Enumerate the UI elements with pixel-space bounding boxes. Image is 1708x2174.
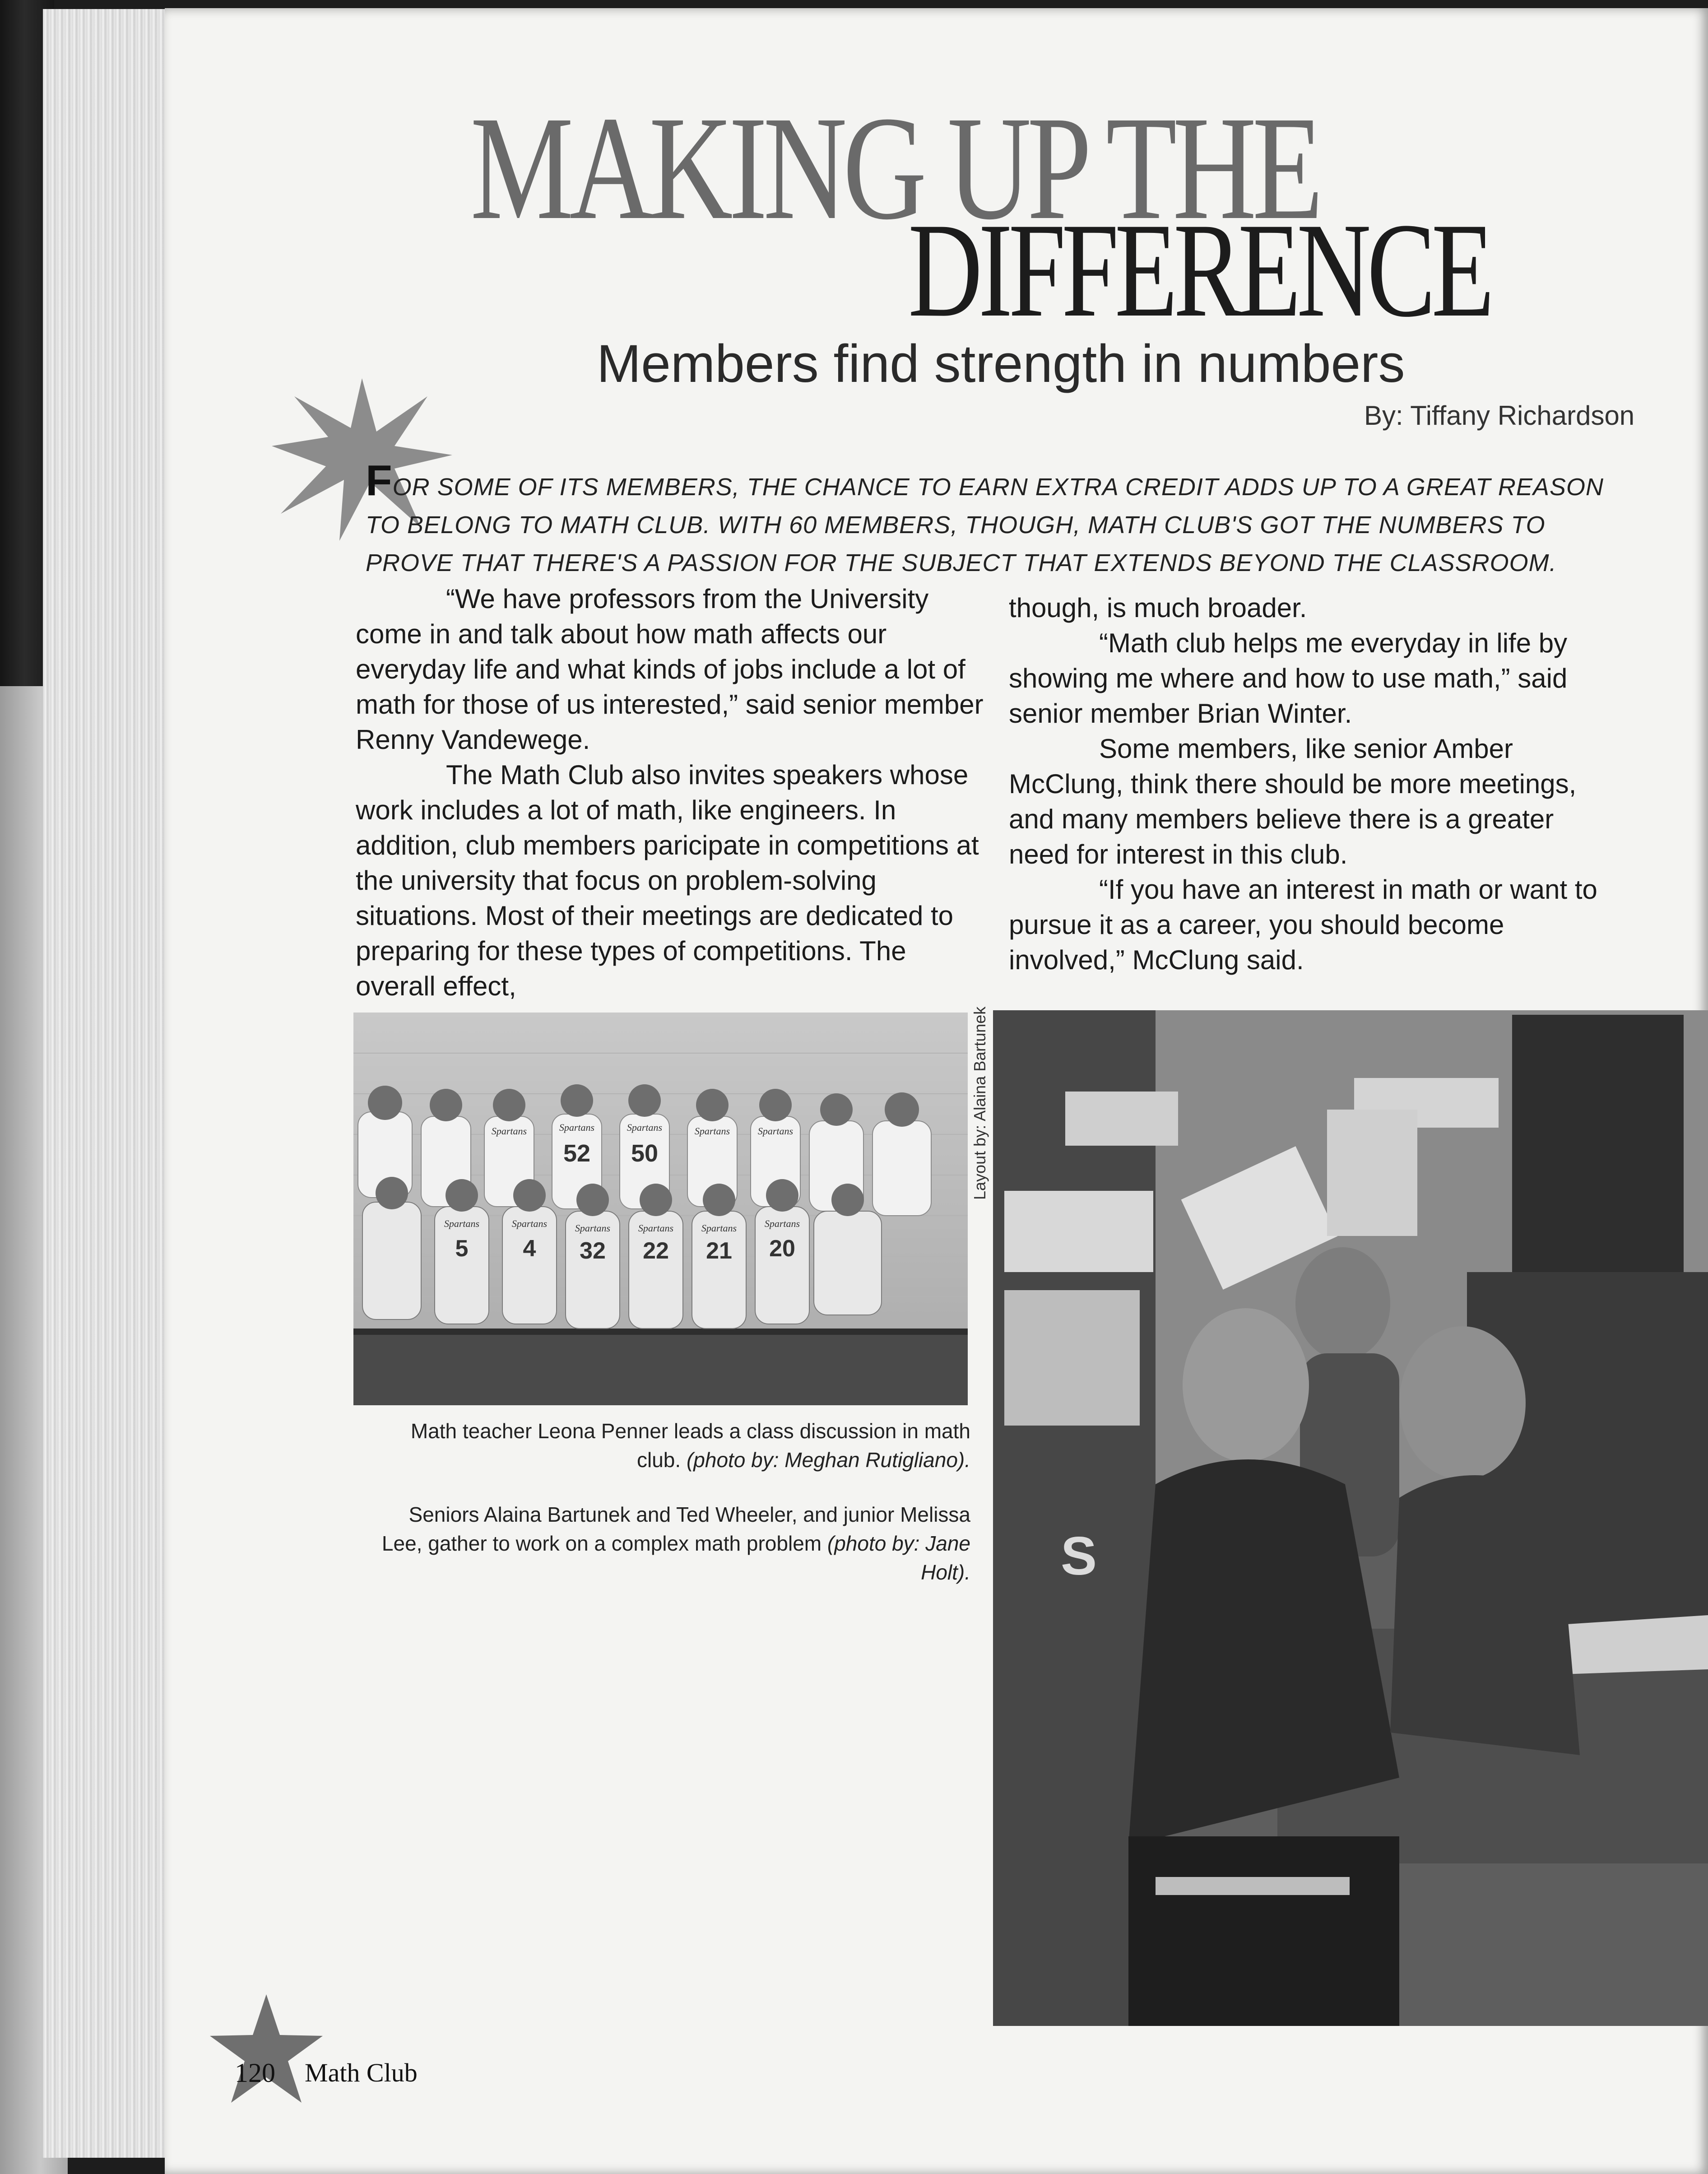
body-column-right [1009,590,1614,978]
caption-class-photo [363,1500,970,1587]
jersey-number: 20 [769,1236,795,1262]
headline-line-2: DIFFERENCE [908,195,1490,345]
jersey-text: Spartans [575,1222,611,1234]
layout-credit: Layout by: Alaina Bartunek [970,1006,989,1200]
jersey-text: Spartans [559,1122,595,1133]
page-stack-edge [43,9,174,2158]
caption-text: Seniors Alaina Bartunek and Ted Wheeler, and junior Melissa Lee, gather to work on a complex math problem [381,1503,970,1555]
headline-line-1: MAKING UP THE [470,86,1319,251]
jersey-number: 4 [523,1236,536,1262]
jersey-text: Spartans [444,1218,480,1229]
yearbook-page [165,8,1708,2174]
caption-team-photo [363,1417,970,1474]
jersey-text: Spartans [491,1125,527,1137]
classroom-photo-image [993,1010,1708,2026]
intro-dropcap: F [366,456,393,505]
jersey-number: 22 [643,1238,669,1264]
jersey-text: Spartans [511,1218,548,1229]
body-paragraph: “Math club helps me everyday in life by showing me where and how to use math,” said senior member Brian Winter. [1009,628,1568,729]
photo-credit: (photo by: Meghan Rutigliano). [686,1448,970,1472]
jersey-text: Spartans [638,1222,674,1234]
jersey-number: 5 [455,1236,469,1262]
jersey-text: Spartans [701,1222,737,1234]
jersey-text: Spartans [627,1122,663,1133]
jersey-letter: S [1061,1526,1097,1586]
photo-credit: (photo by: Jane Holt). [827,1532,970,1584]
page-number: 120 [235,2058,275,2088]
body-paragraph: “If you have an interest in math or want to pursue it as a career, you should become involved,” McClung said. [1009,874,1597,975]
team-photo [353,1013,968,1405]
body-paragraph: “We have professors from the University come in and talk about how math affects our everyday life and what kinds of jobs include a lot of math for those of us interested,” said senior member Renny Vandewege. [356,584,984,755]
body-column-left [356,581,992,1004]
jersey-number: 21 [706,1238,732,1264]
jersey-number: 52 [563,1140,591,1167]
jersey-text: Spartans [757,1125,794,1137]
intro-text: OR SOME OF ITS MEMBERS, THE CHANCE TO EARN EXTRA CREDIT ADDS UP TO A GREAT REASON TO BELONG TO MATH CLUB. WITH 60 MEMBERS, THOUGH, MATH CLUB'S GOT THE NUMBERS TO PROVE THAT THERE'S A PASSION FOR THE SUBJECT THAT EXTENDS BEYOND THE CLASSROOM. [366,474,1604,576]
body-paragraph: Some members, like senior Amber McClung, think there should be more meetings, and many members believe there is a greater need for interest in this club. [1009,734,1577,869]
jersey-number: 32 [580,1238,606,1264]
caption-text: Math teacher Leona Penner leads a class discussion in math club. [410,1419,970,1472]
subtitle: Members find strength in numbers [597,334,1405,394]
team-photo-image [353,1013,968,1405]
jersey-text: Spartans [764,1218,800,1229]
classroom-photo [993,1010,1708,2026]
body-paragraph: The Math Club also invites speakers whose work includes a lot of math, like engineers. In addition, club members paricipate in competitions at the university that focus on problem-solving situations. Most of their meetings are dedicated to preparing for these types of competitions. The overall effect, [356,760,979,1001]
byline: By: Tiffany Richardson [1364,400,1635,431]
jersey-text: Spartans [694,1125,730,1137]
intro-paragraph [366,456,1611,582]
jersey-number: 50 [631,1140,659,1167]
section-name: Math Club [305,2058,418,2087]
body-paragraph: though, is much broader. [1009,593,1307,623]
